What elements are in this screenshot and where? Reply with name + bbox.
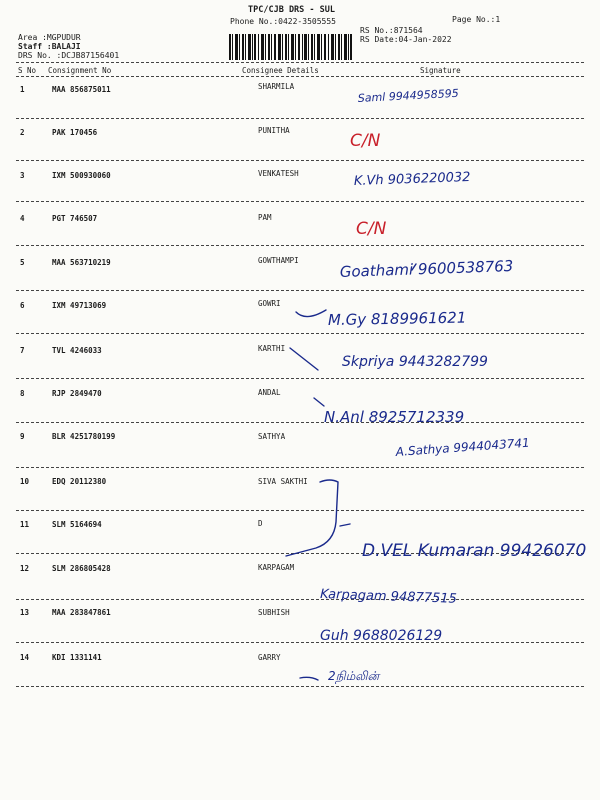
signature-8: N.Anl 8925712339 (324, 408, 465, 426)
row-sno: 12 (20, 564, 30, 573)
row-divider (16, 290, 584, 291)
connector-bracket (286, 480, 338, 556)
row-sno: 14 (20, 653, 30, 662)
signature-14: 2நிம்லின் (328, 669, 380, 683)
signature-1: Saml 9944958595 (357, 86, 460, 105)
row-sno: 13 (20, 608, 30, 617)
row-consignee: GARRY (258, 653, 281, 662)
row-consignee: KARTHI (258, 344, 286, 353)
row-sno: 6 (20, 301, 25, 310)
signature-12: Karpagam 94877515 (319, 587, 458, 607)
signature-7: Skpriya 9443282799 (342, 354, 488, 370)
row-consignee: GOWRI (258, 299, 281, 308)
row-consignment: EDQ 20112380 (52, 477, 107, 486)
row-sno: 11 (20, 520, 30, 529)
row-divider (16, 467, 584, 468)
row-sno: 8 (20, 389, 25, 398)
signature-11: D.VEL Kumaran 99426070 (362, 541, 587, 561)
row-consignment: MAA 856875011 (52, 85, 111, 94)
row-sno: 5 (20, 258, 25, 267)
row-consignee: SUBHISH (258, 608, 290, 617)
tick-mark (296, 310, 326, 317)
tick-mark (290, 348, 318, 370)
row-consignee: KARPAGAM (258, 563, 295, 572)
row-sno: 1 (20, 85, 25, 94)
row-divider (16, 160, 584, 161)
row-divider (16, 378, 584, 379)
row-consignment: SLM 5164694 (52, 520, 102, 529)
row-consignment: BLR 4251780199 (52, 432, 116, 441)
row-divider (16, 118, 584, 119)
row-divider (16, 245, 584, 246)
row-consignee: ANDAL (258, 388, 281, 397)
tick-mark (314, 398, 324, 406)
row-sno: 7 (20, 346, 25, 355)
row-consignment: IXM 500930060 (52, 171, 111, 180)
row-divider (16, 422, 584, 423)
row-sno: 3 (20, 171, 25, 180)
signature-5: Goathami 9600538763 (339, 256, 514, 281)
phone-number: Phone No.:0422-3505555 (230, 17, 336, 26)
tick-mark (300, 677, 318, 680)
signature-9: A.Sathya 9944043741 (395, 435, 531, 459)
barcode (228, 34, 354, 60)
rs-date: RS Date:04-Jan-2022 (360, 35, 452, 44)
row-consignee: D (258, 519, 263, 528)
row-consignment: IXM 49713069 (52, 301, 107, 310)
row-divider (16, 510, 584, 511)
drs-number: DRS No. :DCJB87156401 (18, 51, 120, 60)
column-consignment: Consignment No (48, 66, 112, 75)
area-label: Area :MGPUDUR (18, 33, 81, 42)
row-consignment: PAK 170456 (52, 128, 98, 137)
row-consignment: SLM 286805428 (52, 564, 111, 573)
row-sno: 4 (20, 214, 25, 223)
signature-13: Guh 9688026129 (320, 628, 443, 644)
row-sno: 9 (20, 432, 25, 441)
page-number: Page No.:1 (452, 15, 501, 24)
document-title: TPC/CJB DRS - SUL (248, 5, 335, 15)
staff-label: Staff :BALAJI (18, 42, 81, 51)
row-consignment: PGT 746507 (52, 214, 98, 223)
rs-number: RS No.:871564 (360, 26, 423, 35)
row-consignee: PAM (258, 213, 272, 222)
row-consignment: RJP 2849470 (52, 389, 102, 398)
column-consignee: Consignee Details (242, 66, 319, 75)
header-top-rule (16, 62, 584, 63)
signature-2: C/N (350, 131, 381, 151)
signature-4: C/N (356, 219, 387, 239)
row-consignee: VENKATESH (258, 169, 299, 178)
signature-3: K.Vh 9036220032 (353, 169, 471, 189)
row-consignment: KDI 1331141 (52, 653, 102, 662)
row-consignee: SIVA SAKTHI (258, 477, 308, 486)
column-signature: Signature (420, 66, 461, 75)
header-bottom-rule (16, 76, 584, 77)
row-sno: 10 (20, 477, 30, 486)
row-sno: 2 (20, 128, 25, 137)
row-consignment: MAA 283847861 (52, 608, 111, 617)
row-consignment: TVL 4246033 (52, 346, 102, 355)
row-consignee: GOWTHAMPI (258, 256, 299, 265)
row-divider (16, 333, 584, 334)
row-divider (16, 686, 584, 687)
row-divider (16, 553, 584, 554)
tick-mark (412, 264, 416, 270)
row-divider (16, 599, 584, 600)
dash-mark (340, 524, 350, 526)
row-consignee: SATHYA (258, 432, 286, 441)
row-divider (16, 201, 584, 202)
column-sno: S No (18, 66, 37, 75)
row-divider (16, 642, 584, 643)
signature-6: M.Gy 8189961621 (327, 308, 467, 329)
row-consignee: SHARMILA (258, 82, 295, 91)
row-consignee: PUNITHA (258, 126, 290, 135)
row-consignment: MAA 563710219 (52, 258, 111, 267)
